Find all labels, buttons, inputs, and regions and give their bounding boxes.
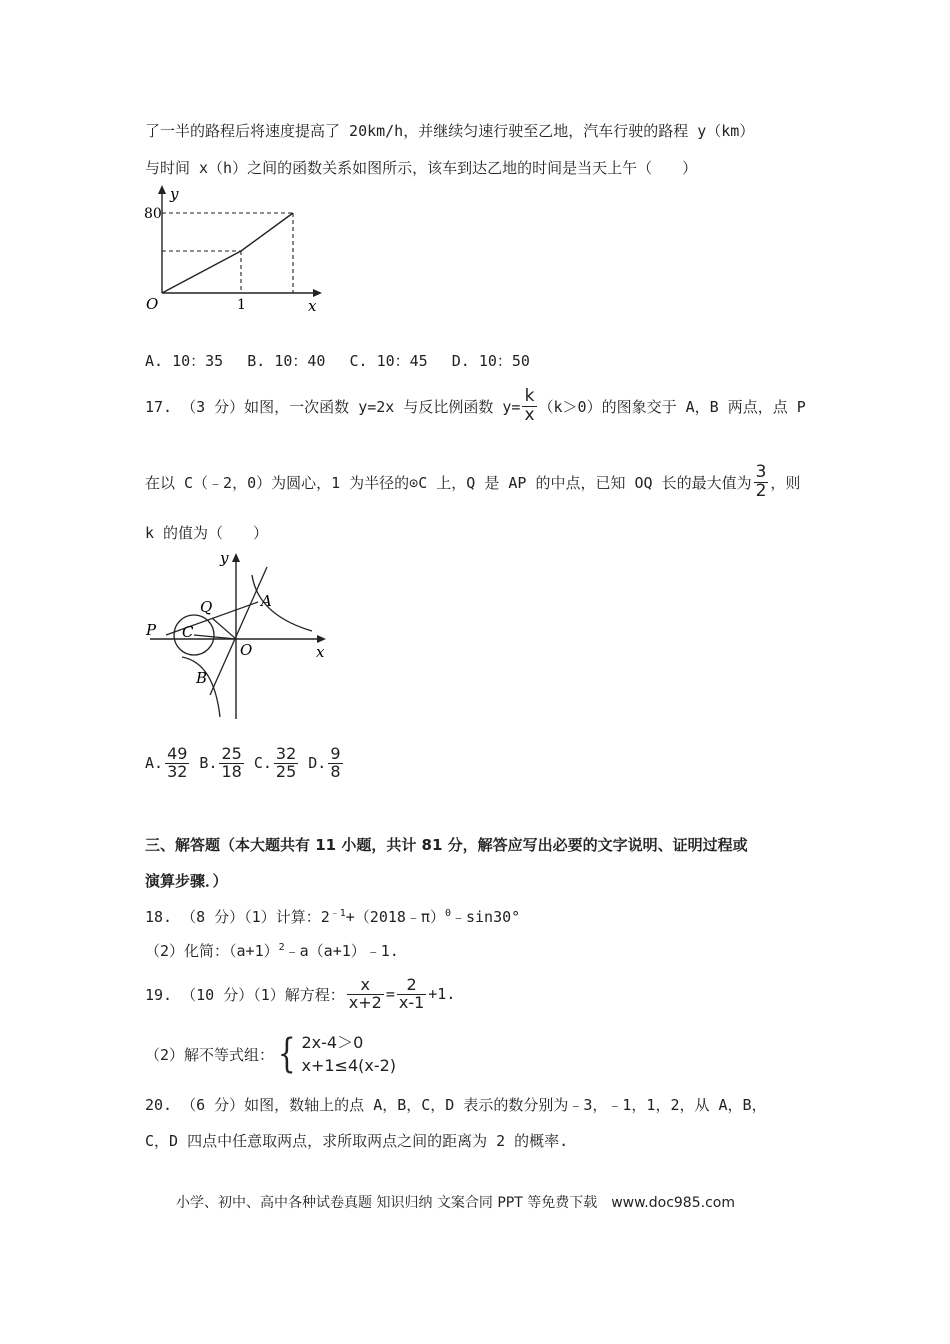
q16-distance-time-graph xyxy=(140,185,330,315)
q17-option-d-den: 8 xyxy=(330,761,341,781)
q20-text-line2: C，D 四点中任意取两点，求所取两点之间的距离为 2 的概率. xyxy=(145,1132,569,1150)
q19-part1-a: 19. （10 分）（1）解方程： xyxy=(145,985,345,1004)
q16-text-line2: 与时间 x（h）之间的函数关系如图所示，该车到达乙地的时间是当天上午（ ） xyxy=(145,159,698,177)
q17-line1-b: （k＞0）的图象交于 A，B 两点，点 P xyxy=(538,397,806,416)
q19-equals: = xyxy=(385,985,395,1003)
q19-ineq-1: 2x-4＞0 xyxy=(301,1032,364,1052)
q17-option-a-fraction xyxy=(165,743,189,781)
q17-line-y2x xyxy=(210,567,267,695)
q19-f2-num: 2 xyxy=(397,977,426,995)
q17-k-over-x xyxy=(522,385,536,425)
q17-max-fraction xyxy=(754,461,769,501)
q17-option-a-den: 32 xyxy=(167,761,188,781)
q17-hyperbola-left xyxy=(182,657,220,717)
q16-x-label: x xyxy=(308,297,317,315)
q17-segment-oq xyxy=(212,618,236,639)
q19-f1-num: x xyxy=(347,977,384,995)
q17-y-label: y xyxy=(220,549,229,567)
q19-part2-a: （2）解不等式组： xyxy=(145,1045,275,1064)
q16-y-label: y xyxy=(170,185,179,203)
q16-x-tick-1: 1 xyxy=(237,297,246,313)
q19-fraction-2 xyxy=(397,974,426,1012)
q17-function-graph xyxy=(140,545,335,725)
q17-max-num: 3 xyxy=(755,461,767,482)
q17-option-c-num: 32 xyxy=(275,743,297,763)
q19-f2-den: x-1 xyxy=(398,992,425,1012)
section3-heading-line2: 演算步骤．） xyxy=(145,872,228,890)
q17-max-den: 2 xyxy=(755,480,767,501)
q19-part1 xyxy=(145,972,455,1016)
q17-text-line3: k 的值为（ ） xyxy=(145,524,269,542)
section3-heading-line1: 三、解答题（本大题共有 11 小题，共计 81 分，解答应写出必要的文字说明、证明过程或 xyxy=(145,836,748,854)
page-footer: 小学、初中、高中各种试卷真题 知识归纳 文案合同 PPT 等免费下载 www.doc985.com xyxy=(176,1195,735,1211)
q17-frac-den: x xyxy=(524,404,535,425)
q17-option-d-num: 9 xyxy=(330,743,341,763)
q16-y-tick-80: 80 xyxy=(144,206,162,222)
q17-option-b-fraction xyxy=(219,743,243,781)
q18-part2 xyxy=(145,940,399,961)
q16-origin-label: O xyxy=(146,295,159,313)
q17-option-c-letter: C. xyxy=(253,754,272,772)
q16-path-line xyxy=(162,213,293,293)
q17-option-b-num: 25 xyxy=(221,743,242,763)
q17-label-o: O xyxy=(240,641,253,659)
q17-x-arrow xyxy=(317,635,326,643)
q16-x-arrow xyxy=(313,289,322,297)
q17-line2-a: 在以 C（﹣2，0）为圆心，1 为半径的⊙C 上，Q 是 AP 的中点，已知 OQ 长的最大值为 xyxy=(145,473,752,492)
q18-part2-b: ﹣a（a+1）﹣1. xyxy=(284,942,399,960)
q17-option-c-fraction xyxy=(274,743,298,781)
q17-option-a-letter: A. xyxy=(145,754,164,772)
q19-inequality-system xyxy=(302,1031,397,1077)
q17-label-c: C xyxy=(182,623,194,641)
q18-part1-b: +（2018﹣π） xyxy=(345,908,445,926)
q19-fraction-1 xyxy=(347,974,384,1012)
q17-label-p: P xyxy=(146,621,157,639)
q18-part1-sup2: 0 xyxy=(444,908,451,919)
q16-options: A. 10：35 B. 10：40 C. 10：45 D. 10：50 xyxy=(145,352,530,370)
q18-part2-a: （2）化简：（a+1） xyxy=(145,942,279,960)
q17-label-q: Q xyxy=(200,598,213,616)
q17-option-b-den: 18 xyxy=(221,761,242,781)
q18-part1-c: ﹣sin30° xyxy=(451,908,521,926)
q17-frac-num: k xyxy=(522,388,536,407)
q17-label-b: B xyxy=(196,669,208,687)
q17-label-a: A xyxy=(261,592,272,610)
q17-line2-b: ，则 xyxy=(770,473,801,492)
q17-line1-a: 17. （3 分）如图，一次函数 y=2x 与反比例函数 y= xyxy=(145,397,521,416)
q19-brace-icon: { xyxy=(277,1031,296,1077)
q20-text-line1: 20. （6 分）如图，数轴上的点 A，B，C，D 表示的数分别为﹣3，﹣1，1，2，从 A，B， xyxy=(145,1096,767,1114)
q17-option-d-fraction xyxy=(328,743,342,781)
q17-option-b-letter: B. xyxy=(199,754,218,772)
q19-part1-b: +1. xyxy=(428,985,456,1003)
q17-text-line1 xyxy=(145,384,806,428)
q17-y-arrow xyxy=(232,553,240,562)
q19-ineq-2: x+1≤4(x-2) xyxy=(301,1056,397,1075)
q18-part1 xyxy=(145,904,520,927)
q18-part1-a: 18. （8 分）（1）计算：2 xyxy=(145,908,330,926)
q18-part1-sup1: ﹣1 xyxy=(329,908,346,919)
q17-option-a-num: 49 xyxy=(167,743,188,763)
q17-x-label: x xyxy=(316,643,325,661)
q18-part2-sup: 2 xyxy=(278,942,285,953)
q17-option-c-den: 25 xyxy=(275,761,297,781)
q16-text-line1: 了一半的路程后将速度提高了 20km/h，并继续匀速行驶至乙地，汽车行驶的路程 y（km） xyxy=(145,122,755,140)
q19-f1-den: x+2 xyxy=(348,992,382,1012)
q16-y-arrow xyxy=(158,185,166,194)
q17-option-d-letter: D. xyxy=(308,754,327,772)
q19-part2 xyxy=(145,1028,396,1080)
q17-text-line2 xyxy=(145,460,800,504)
q17-options xyxy=(145,740,345,786)
